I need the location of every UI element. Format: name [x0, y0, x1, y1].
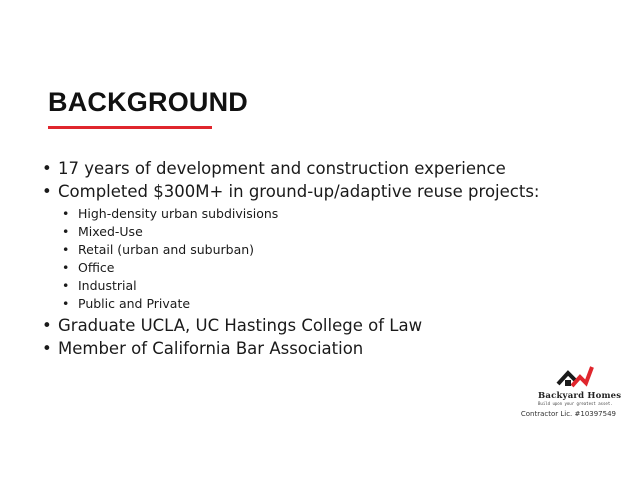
sub-bullet-item	[40, 205, 539, 223]
bullet-item	[40, 158, 539, 180]
bullet-list	[40, 158, 539, 361]
sub-bullet-text: Industrial	[78, 278, 137, 293]
bullet-item	[40, 181, 539, 203]
sub-bullet-item	[40, 241, 539, 259]
bullet-text: 17 years of development and construction experience	[58, 159, 506, 178]
slide-title: BACKGROUND	[48, 87, 248, 117]
house-roof-icon	[556, 364, 594, 390]
sub-bullet-item	[40, 259, 539, 277]
sub-bullet-list	[40, 205, 539, 313]
bullet-text: Completed $300M+ in ground-up/adaptive reuse projects:	[58, 182, 540, 201]
sub-bullet-item	[40, 295, 539, 313]
bullet-marker: •	[42, 182, 52, 201]
bullet-marker: •	[42, 159, 52, 178]
contractor-license: Contractor Lic. #10397549	[520, 410, 616, 418]
bullet-marker: •	[62, 296, 70, 311]
bullet-marker: •	[62, 278, 70, 293]
sub-bullet-text: Public and Private	[78, 296, 191, 311]
bullet-marker: •	[42, 316, 52, 335]
sub-bullet-text: Mixed-Use	[78, 224, 143, 239]
logo-tagline: Build upon your greatest asset.	[538, 401, 613, 406]
sub-bullet-group	[40, 205, 539, 313]
sub-bullet-text: High-density urban subdivisions	[78, 206, 279, 221]
sub-bullet-text: Retail (urban and suburban)	[78, 242, 255, 257]
bullet-text: Graduate UCLA, UC Hastings College of Law	[58, 316, 423, 335]
sub-bullet-item	[40, 223, 539, 241]
title-underline	[48, 126, 212, 129]
bullet-marker: •	[42, 339, 52, 358]
logo-name: Backyard Homes	[538, 391, 622, 401]
bullet-marker: •	[62, 242, 70, 257]
bullet-item	[40, 338, 539, 360]
bullet-marker: •	[62, 206, 70, 221]
sub-bullet-text: Office	[78, 260, 115, 275]
bullet-marker: •	[62, 224, 70, 239]
bullet-marker: •	[62, 260, 70, 275]
sub-bullet-item	[40, 277, 539, 295]
bullet-item	[40, 315, 539, 337]
company-logo	[538, 364, 622, 406]
bullet-text: Member of California Bar Association	[58, 339, 364, 358]
